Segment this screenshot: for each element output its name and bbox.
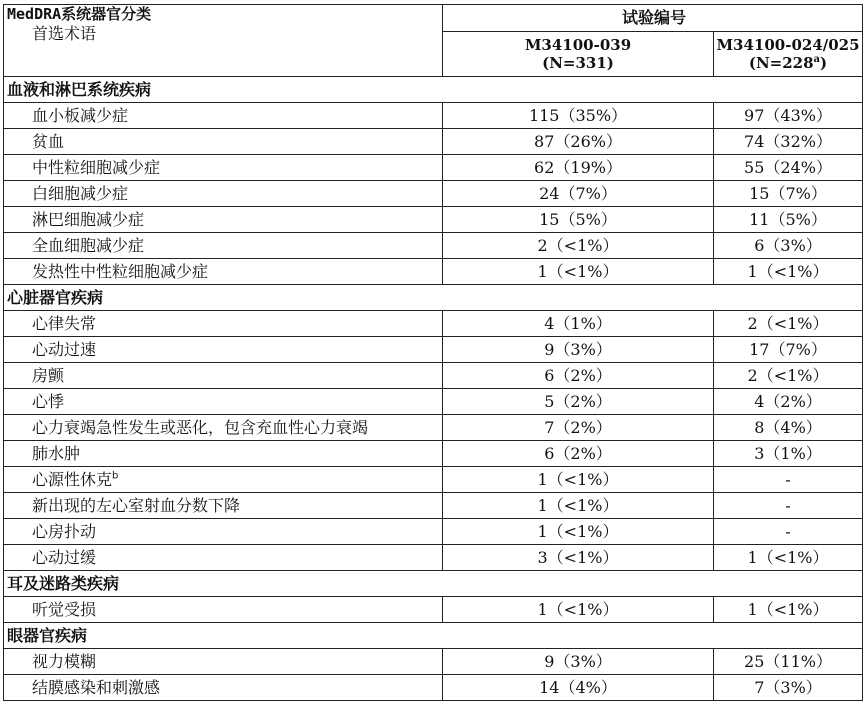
header-study2	[714, 32, 863, 77]
study2-value: 6（3%）	[714, 233, 863, 259]
preferred-term-text: 视力模糊	[32, 651, 97, 671]
preferred-term-text: 结膜感染和刺激感	[32, 677, 161, 697]
footnote-marker: b	[112, 470, 119, 482]
preferred-term	[4, 649, 443, 675]
preferred-term	[4, 181, 443, 207]
soc-heading: 心脏器官疾病	[4, 285, 863, 311]
header-study-group: 试验编号	[443, 5, 863, 32]
preferred-term-text: 贫血	[32, 131, 65, 151]
preferred-term-text: 白细胞减少症	[32, 183, 129, 203]
study2-value: 74（32%）	[714, 129, 863, 155]
preferred-term	[4, 493, 443, 519]
preferred-term	[4, 259, 443, 285]
soc-row	[4, 77, 863, 103]
study1-value: 1（<1%）	[443, 597, 714, 623]
preferred-term-text: 心动过缓	[32, 547, 97, 567]
soc-row	[4, 623, 863, 649]
study2-value: 7（3%）	[714, 675, 863, 701]
preferred-term-text: 心源性休克	[32, 469, 113, 489]
study1-value: 1（<1%）	[443, 519, 714, 545]
preferred-term	[4, 129, 443, 155]
preferred-term	[4, 103, 443, 129]
preferred-term	[4, 311, 443, 337]
preferred-term	[4, 363, 443, 389]
study2-value: 97（43%）	[714, 103, 863, 129]
study2-value: 2（<1%）	[714, 311, 863, 337]
study2-n-footnote: a	[813, 54, 821, 65]
preferred-term-text: 新出现的左心室射血分数下降	[32, 495, 241, 515]
table-row	[4, 311, 863, 337]
study2-n	[714, 54, 862, 72]
table-row	[4, 441, 863, 467]
table-row	[4, 649, 863, 675]
table-row	[4, 467, 863, 493]
soc-heading: 血液和淋巴系统疾病	[4, 77, 863, 103]
study1-value: 9（3%）	[443, 649, 714, 675]
preferred-term	[4, 467, 443, 493]
adverse-events-table	[3, 4, 863, 701]
study2-value: -	[714, 493, 863, 519]
table-row	[4, 675, 863, 701]
preferred-term	[4, 519, 443, 545]
study1-value: 3（<1%）	[443, 545, 714, 571]
study1-value: 14（4%）	[443, 675, 714, 701]
table-row	[4, 415, 863, 441]
soc-heading: 眼器官疾病	[4, 623, 863, 649]
preferred-term-text: 心悸	[32, 391, 65, 411]
preferred-term	[4, 415, 443, 441]
preferred-term-text: 心动过速	[32, 339, 97, 359]
study2-n-suffix: )	[820, 54, 828, 72]
preferred-term-text: 听觉受损	[32, 599, 97, 619]
table-row	[4, 233, 863, 259]
table-row	[4, 389, 863, 415]
study2-value: 4（2%）	[714, 389, 863, 415]
study2-value: 1（<1%）	[714, 597, 863, 623]
preferred-term	[4, 337, 443, 363]
preferred-term-text: 发热性中性粒细胞减少症	[32, 261, 209, 281]
table-row	[4, 545, 863, 571]
study1-value: 15（5%）	[443, 207, 714, 233]
preferred-term-text: 心房扑动	[32, 521, 97, 541]
table-row	[4, 259, 863, 285]
preferred-term	[4, 597, 443, 623]
study1-value: 1（<1%）	[443, 493, 714, 519]
table-row	[4, 207, 863, 233]
study2-value: 25（11%）	[714, 649, 863, 675]
study1-value: 7（2%）	[443, 415, 714, 441]
table-row	[4, 519, 863, 545]
header-row-1	[4, 5, 863, 32]
study2-value: 8（4%）	[714, 415, 863, 441]
preferred-term-text: 淋巴细胞减少症	[32, 209, 145, 229]
preferred-term	[4, 155, 443, 181]
table-row	[4, 129, 863, 155]
study2-value: 15（7%）	[714, 181, 863, 207]
study1-n: (N=331)	[542, 54, 614, 72]
study2-value: 11（5%）	[714, 207, 863, 233]
study2-value: 1（<1%）	[714, 259, 863, 285]
study1-value: 115（35%）	[443, 103, 714, 129]
study1-value: 9（3%）	[443, 337, 714, 363]
study2-n-prefix: (N=228	[748, 54, 814, 72]
study1-value: 6（2%）	[443, 363, 714, 389]
preferred-term-text: 中性粒细胞减少症	[32, 157, 161, 177]
study1-value: 5（2%）	[443, 389, 714, 415]
header-soc-label: MedDRA系统器官分类	[7, 5, 152, 23]
preferred-term	[4, 441, 443, 467]
preferred-term-text: 心力衰竭急性发生或恶化，包含充血性心力衰竭	[32, 417, 369, 437]
study1-value: 24（7%）	[443, 181, 714, 207]
study1-value: 4（1%）	[443, 311, 714, 337]
preferred-term-text: 全血细胞减少症	[32, 235, 145, 255]
header-pt-label: 首选术语	[32, 24, 97, 43]
preferred-term-text: 肺水肿	[32, 443, 81, 463]
study2-id: M34100-024/025	[716, 36, 860, 54]
preferred-term	[4, 233, 443, 259]
study2-value: -	[714, 519, 863, 545]
study2-value: 1（<1%）	[714, 545, 863, 571]
preferred-term	[4, 207, 443, 233]
preferred-term-text: 心律失常	[32, 313, 97, 333]
table-row	[4, 155, 863, 181]
study2-value: 17（7%）	[714, 337, 863, 363]
table-row	[4, 337, 863, 363]
preferred-term	[4, 389, 443, 415]
study1-value: 1（<1%）	[443, 467, 714, 493]
study1-value: 2（<1%）	[443, 233, 714, 259]
table-row	[4, 103, 863, 129]
study2-value: 55（24%）	[714, 155, 863, 181]
table-row	[4, 181, 863, 207]
soc-row	[4, 285, 863, 311]
header-study1	[443, 32, 714, 77]
study1-value: 87（26%）	[443, 129, 714, 155]
preferred-term	[4, 545, 443, 571]
study1-value: 6（2%）	[443, 441, 714, 467]
study2-value: 2（<1%）	[714, 363, 863, 389]
study1-value: 62（19%）	[443, 155, 714, 181]
soc-row	[4, 571, 863, 597]
preferred-term-text: 房颤	[32, 365, 65, 385]
table-body	[4, 5, 863, 701]
preferred-term	[4, 675, 443, 701]
study1-value: 1（<1%）	[443, 259, 714, 285]
preferred-term-text: 血小板减少症	[32, 105, 129, 125]
study2-value: -	[714, 467, 863, 493]
table-row	[4, 363, 863, 389]
table-row	[4, 493, 863, 519]
study2-value: 3（1%）	[714, 441, 863, 467]
study1-id: M34100-039	[524, 36, 632, 54]
header-soc-cell	[4, 5, 443, 77]
soc-heading: 耳及迷路类疾病	[4, 571, 863, 597]
table-row	[4, 597, 863, 623]
